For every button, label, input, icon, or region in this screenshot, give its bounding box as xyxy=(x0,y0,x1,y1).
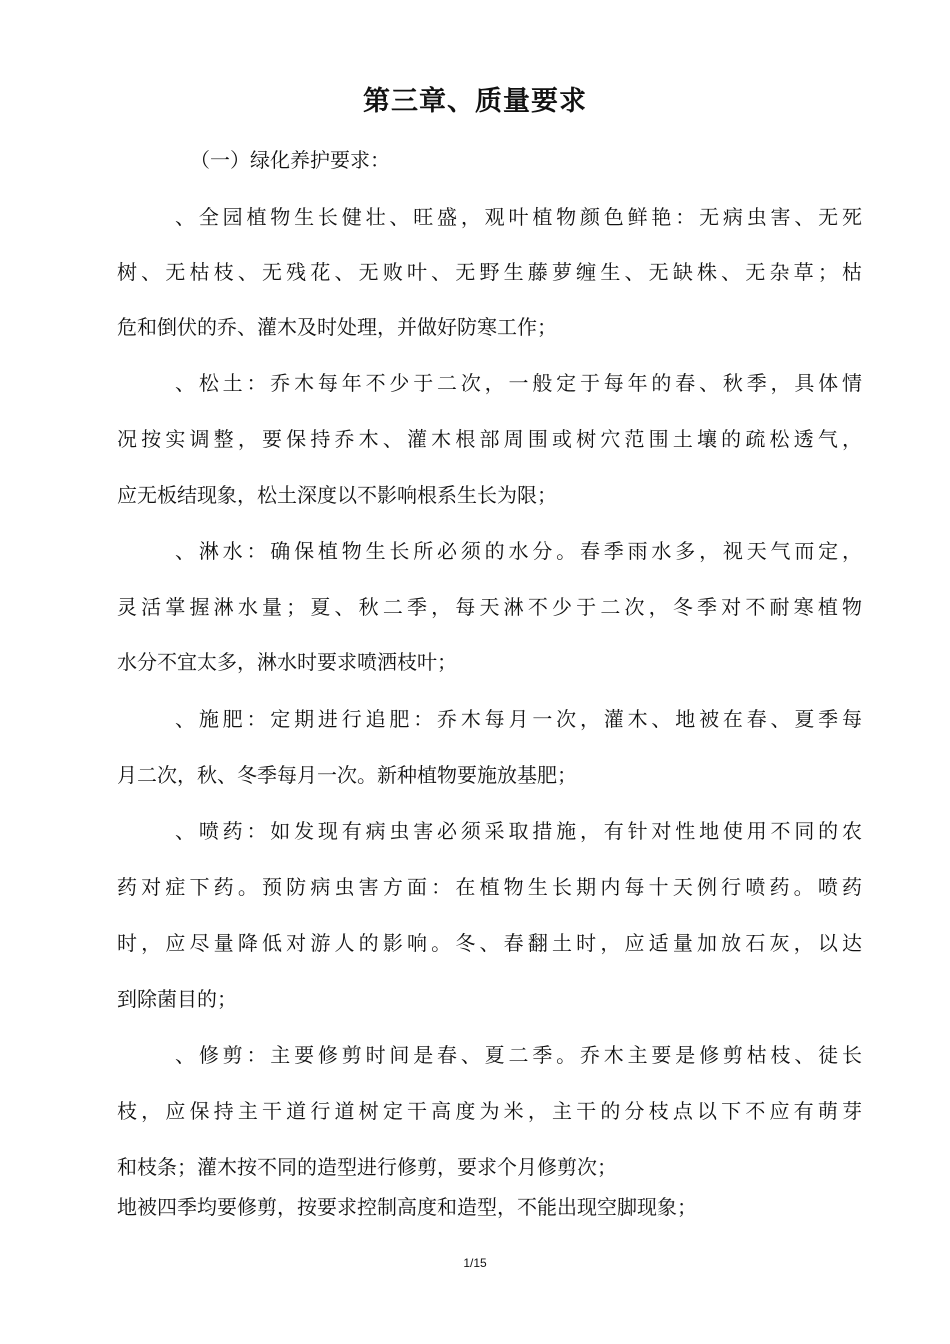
paragraph-line: 、喷药：如发现有病虫害必须采取措施，有针对性地使用不同的农 xyxy=(175,819,862,843)
paragraph-line: 枝，应保持主干道行道树定干高度为米，主干的分枝点以下不应有萌芽 xyxy=(117,1099,862,1123)
paragraph-line: 灵活掌握淋水量；夏、秋二季，每天淋不少于二次，冬季对不耐寒植物 xyxy=(117,595,862,619)
paragraph-line: 地被四季均要修剪，按要求控制高度和造型，不能出现空脚现象； xyxy=(117,1195,697,1219)
paragraph-line: 危和倒伏的乔、灌木及时处理，并做好防寒工作； xyxy=(117,315,557,339)
paragraph-line: 树、无枯枝、无残花、无败叶、无野生藤萝缠生、无缺株、无杂草；枯 xyxy=(117,260,862,284)
chapter-title: 第三章、质量要求 xyxy=(363,86,587,117)
section-heading: （一）绿化养护要求： xyxy=(190,148,390,172)
paragraph-line: 、全园植物生长健壮、旺盛，观叶植物颜色鲜艳：无病虫害、无死 xyxy=(175,205,862,229)
page-number: 1/15 xyxy=(463,1256,487,1270)
paragraph-line: 药对症下药。预防病虫害方面：在植物生长期内每十天例行喷药。喷药 xyxy=(117,875,862,899)
paragraph-line: 、施肥：定期进行追肥：乔木每月一次，灌木、地被在春、夏季每 xyxy=(175,707,862,731)
paragraph-line: 和枝条；灌木按不同的造型进行修剪，要求个月修剪次； xyxy=(117,1155,617,1179)
paragraph-line: 、淋水：确保植物生长所必须的水分。春季雨水多，视天气而定， xyxy=(175,539,862,563)
paragraph-line: 水分不宜太多，淋水时要求喷洒枝叶； xyxy=(117,650,457,674)
paragraph-line: 时，应尽量降低对游人的影响。冬、春翻土时，应适量加放石灰，以达 xyxy=(117,931,862,955)
paragraph-line: 、松土：乔木每年不少于二次，一般定于每年的春、秋季，具体情 xyxy=(175,371,862,395)
paragraph-line: 应无板结现象，松土深度以不影响根系生长为限； xyxy=(117,483,557,507)
paragraph-line: 、修剪：主要修剪时间是春、夏二季。乔木主要是修剪枯枝、徒长 xyxy=(175,1043,862,1067)
paragraph-line: 月二次，秋、冬季每月一次。新种植物要施放基肥； xyxy=(117,763,577,787)
paragraph-line: 到除菌目的； xyxy=(117,987,237,1011)
paragraph-line: 况按实调整，要保持乔木、灌木根部周围或树穴范围土壤的疏松透气， xyxy=(117,427,862,451)
